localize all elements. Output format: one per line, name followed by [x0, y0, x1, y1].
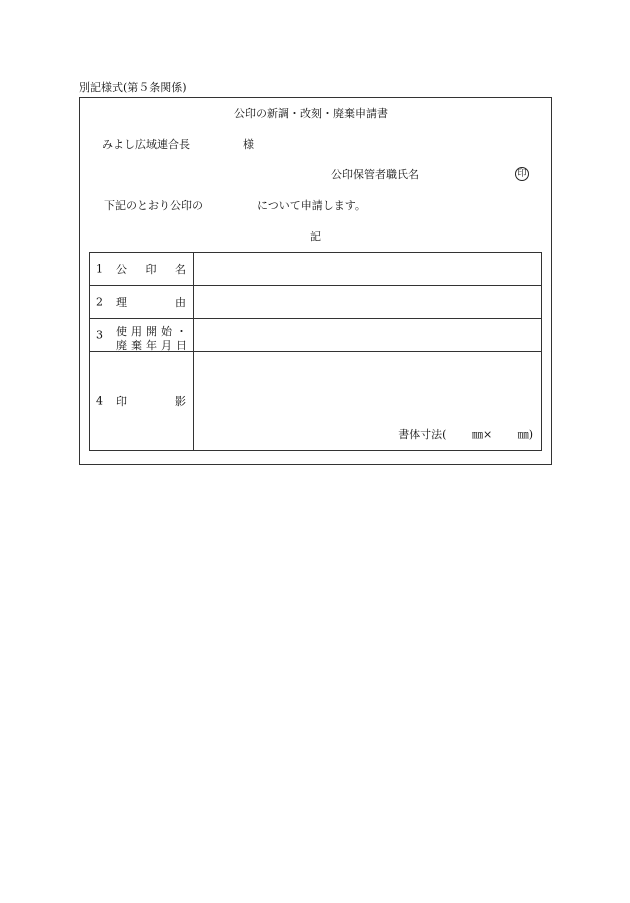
label-char: 印	[145, 263, 157, 276]
label-char: 日	[176, 339, 187, 352]
addressee-honorific: 様	[243, 138, 254, 151]
label-char: 印	[116, 395, 127, 408]
label-char: 月	[161, 339, 172, 352]
seal-mark-icon: 印	[515, 167, 529, 181]
row-label-text	[116, 294, 186, 310]
label-char: 開	[146, 325, 157, 338]
row-label-reason	[90, 286, 194, 319]
label-char: 名	[175, 263, 186, 276]
table-row	[90, 286, 542, 319]
row-number: 2	[96, 295, 103, 309]
label-char: 使	[116, 325, 127, 338]
font-size-label	[398, 426, 533, 442]
request-text-suffix: について申請します。	[257, 199, 366, 212]
label-char: ・	[176, 325, 187, 338]
form-title: 公印の新調・改刻・廃棄申請書	[234, 107, 388, 120]
row-label-seal-name	[90, 253, 194, 286]
label-char: 影	[175, 395, 186, 408]
table-row	[90, 319, 542, 352]
row-label-date	[90, 319, 194, 352]
date-field[interactable]	[194, 319, 542, 352]
table-row	[90, 352, 542, 451]
reason-field[interactable]	[194, 286, 542, 319]
details-table	[89, 252, 542, 451]
label-char: 棄	[131, 339, 142, 352]
table-row	[90, 253, 542, 286]
label-char: 用	[131, 325, 142, 338]
row-number: 3	[96, 328, 103, 342]
size-mm-height: ㎜)	[517, 428, 533, 441]
row-label-impression	[90, 352, 194, 451]
row-label-text	[116, 393, 186, 409]
label-char: 年	[146, 339, 157, 352]
row-number: 1	[96, 262, 103, 276]
size-mm-width: ㎜×	[471, 428, 493, 441]
row-label-text	[116, 261, 186, 277]
label-char: 廃	[116, 339, 127, 352]
label-char: 公	[116, 263, 127, 276]
label-char: 由	[175, 296, 186, 309]
seal-name-field[interactable]	[194, 253, 542, 286]
ki-heading: 記	[310, 230, 321, 243]
applicant-label: 公印保管者職氏名	[331, 168, 419, 181]
form-header-label: 別記様式(第５条関係)	[79, 81, 187, 94]
label-char: 始	[161, 325, 172, 338]
request-text-prefix: 下記のとおり公印の	[104, 199, 203, 212]
label-char: 理	[116, 296, 127, 309]
row-number: 4	[96, 394, 103, 408]
addressee-name: みよし広域連合長	[102, 138, 190, 151]
size-label-text: 書体寸法(	[398, 428, 447, 441]
seal-impression-field[interactable]	[194, 352, 542, 451]
